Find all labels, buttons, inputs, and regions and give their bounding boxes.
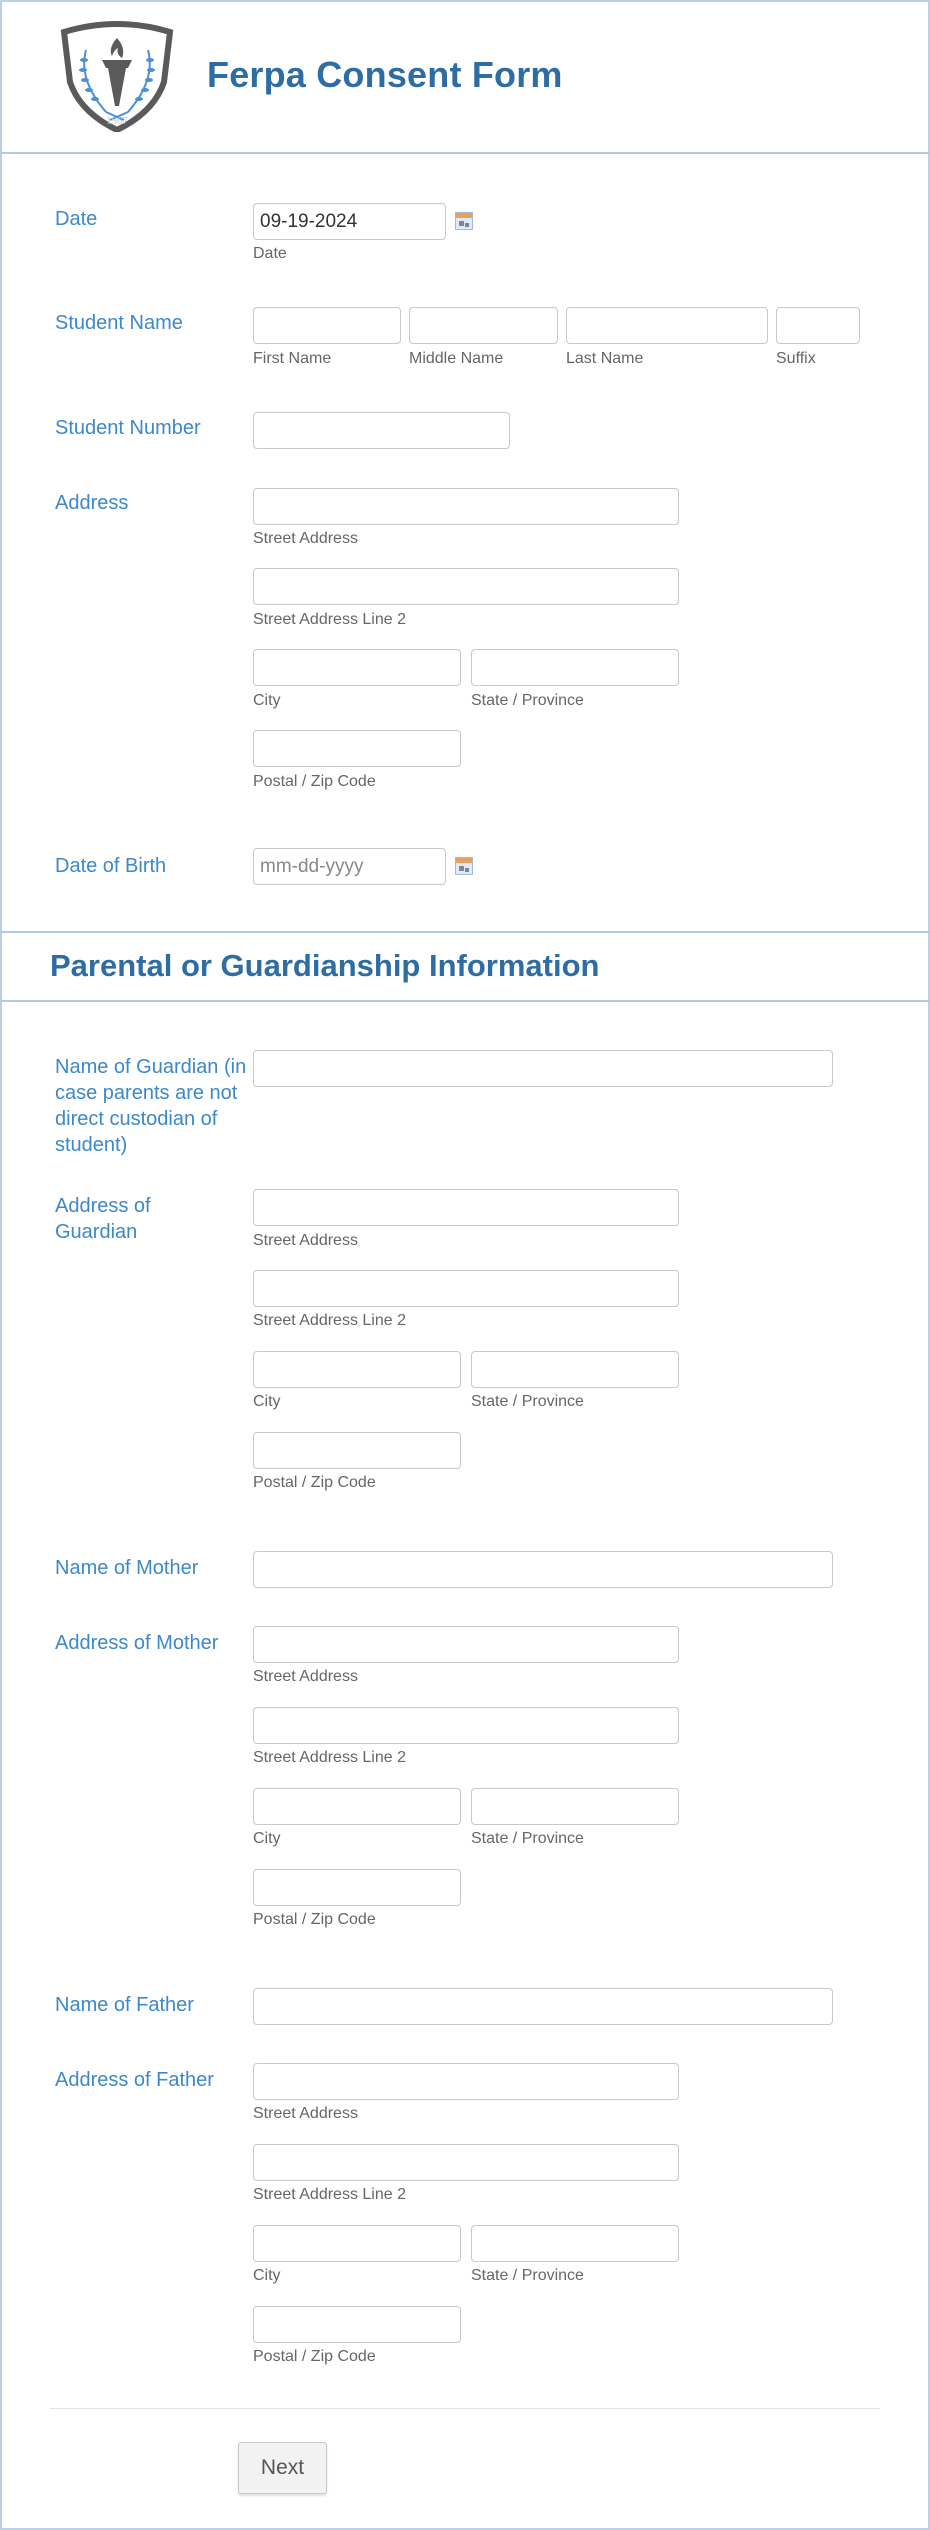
address-zip-sublabel: Postal / Zip Code [253,773,376,790]
father-city-input[interactable] [253,2225,461,2262]
mother-zip-input[interactable] [253,1869,461,1906]
next-button[interactable]: Next [238,2442,327,2494]
father-zip-sublabel: Postal / Zip Code [253,2348,376,2365]
guardian-zip-input[interactable] [253,1432,461,1469]
address-city-sublabel: City [253,692,281,709]
mother-address-label: Address of Mother [55,1632,219,1654]
last-name-input[interactable] [566,307,768,344]
mother-street-sublabel: Street Address [253,1668,358,1685]
guardian-street-input[interactable] [253,1189,679,1226]
mother-city-sublabel: City [253,1830,281,1847]
calendar-icon[interactable] [455,212,473,230]
mother-city-input[interactable] [253,1788,461,1825]
section-title: Parental or Guardianship Information [50,948,600,983]
address-street2-input[interactable] [253,568,679,605]
date-label: Date [55,208,98,230]
first-name-input[interactable] [253,307,401,344]
student-number-label: Student Number [55,417,201,439]
guardian-city-input[interactable] [253,1351,461,1388]
date-input[interactable] [253,203,446,240]
guardian-zip-sublabel: Postal / Zip Code [253,1474,376,1491]
guardian-street2-input[interactable] [253,1270,679,1307]
address-label: Address [55,492,129,514]
first-name-sublabel: First Name [253,350,332,367]
guardian-street-sublabel: Street Address [253,1232,358,1249]
address-state-input[interactable] [471,649,679,686]
suffix-input[interactable] [776,307,860,344]
father-street2-sublabel: Street Address Line 2 [253,2186,406,2203]
father-street-input[interactable] [253,2063,679,2100]
address-street-sublabel: Street Address [253,530,358,547]
father-city-sublabel: City [253,2267,281,2284]
address-state-sublabel: State / Province [471,692,584,709]
dob-label: Date of Birth [55,855,167,877]
guardian-address-label: Address of Guardian [55,1195,151,1243]
guardian-city-sublabel: City [253,1393,281,1410]
mother-street-input[interactable] [253,1626,679,1663]
address-zip-input[interactable] [253,730,461,767]
svg-text:1967: 1967 [106,115,128,127]
middle-name-input[interactable] [409,307,558,344]
guardian-street2-sublabel: Street Address Line 2 [253,1312,406,1329]
mother-zip-sublabel: Postal / Zip Code [253,1911,376,1928]
dob-input[interactable] [253,848,446,885]
mother-state-input[interactable] [471,1788,679,1825]
suffix-sublabel: Suffix [776,350,816,367]
guardian-state-input[interactable] [471,1351,679,1388]
calendar-icon[interactable] [455,857,473,875]
father-name-label: Name of Father [55,1994,194,2016]
student-number-input[interactable] [253,412,510,449]
section-top-divider [0,931,930,933]
mother-street2-sublabel: Street Address Line 2 [253,1749,406,1766]
guardian-name-label: Name of Guardian (in case parents are not direct custodian of student) [55,1056,247,1156]
torch-shield-logo-icon [58,20,176,132]
father-street-sublabel: Street Address [253,2105,358,2122]
guardian-name-input[interactable] [253,1050,833,1087]
guardian-state-sublabel: State / Province [471,1393,584,1410]
mother-name-input[interactable] [253,1551,833,1588]
father-state-input[interactable] [471,2225,679,2262]
mother-state-sublabel: State / Province [471,1830,584,1847]
header-divider [0,152,930,154]
date-sublabel: Date [253,245,287,262]
mother-name-label: Name of Mother [55,1557,199,1579]
mother-street2-input[interactable] [253,1707,679,1744]
address-street-input[interactable] [253,488,679,525]
father-street2-input[interactable] [253,2144,679,2181]
father-state-sublabel: State / Province [471,2267,584,2284]
form-title: Ferpa Consent Form [207,54,563,95]
last-name-sublabel: Last Name [566,350,644,367]
address-street2-sublabel: Street Address Line 2 [253,611,406,628]
footer-divider [50,2408,880,2409]
middle-name-sublabel: Middle Name [409,350,504,367]
address-city-input[interactable] [253,649,461,686]
father-address-label: Address of Father [55,2069,214,2091]
father-name-input[interactable] [253,1988,833,2025]
section-bottom-divider [0,1000,930,1002]
student-name-label: Student Name [55,312,183,334]
father-zip-input[interactable] [253,2306,461,2343]
